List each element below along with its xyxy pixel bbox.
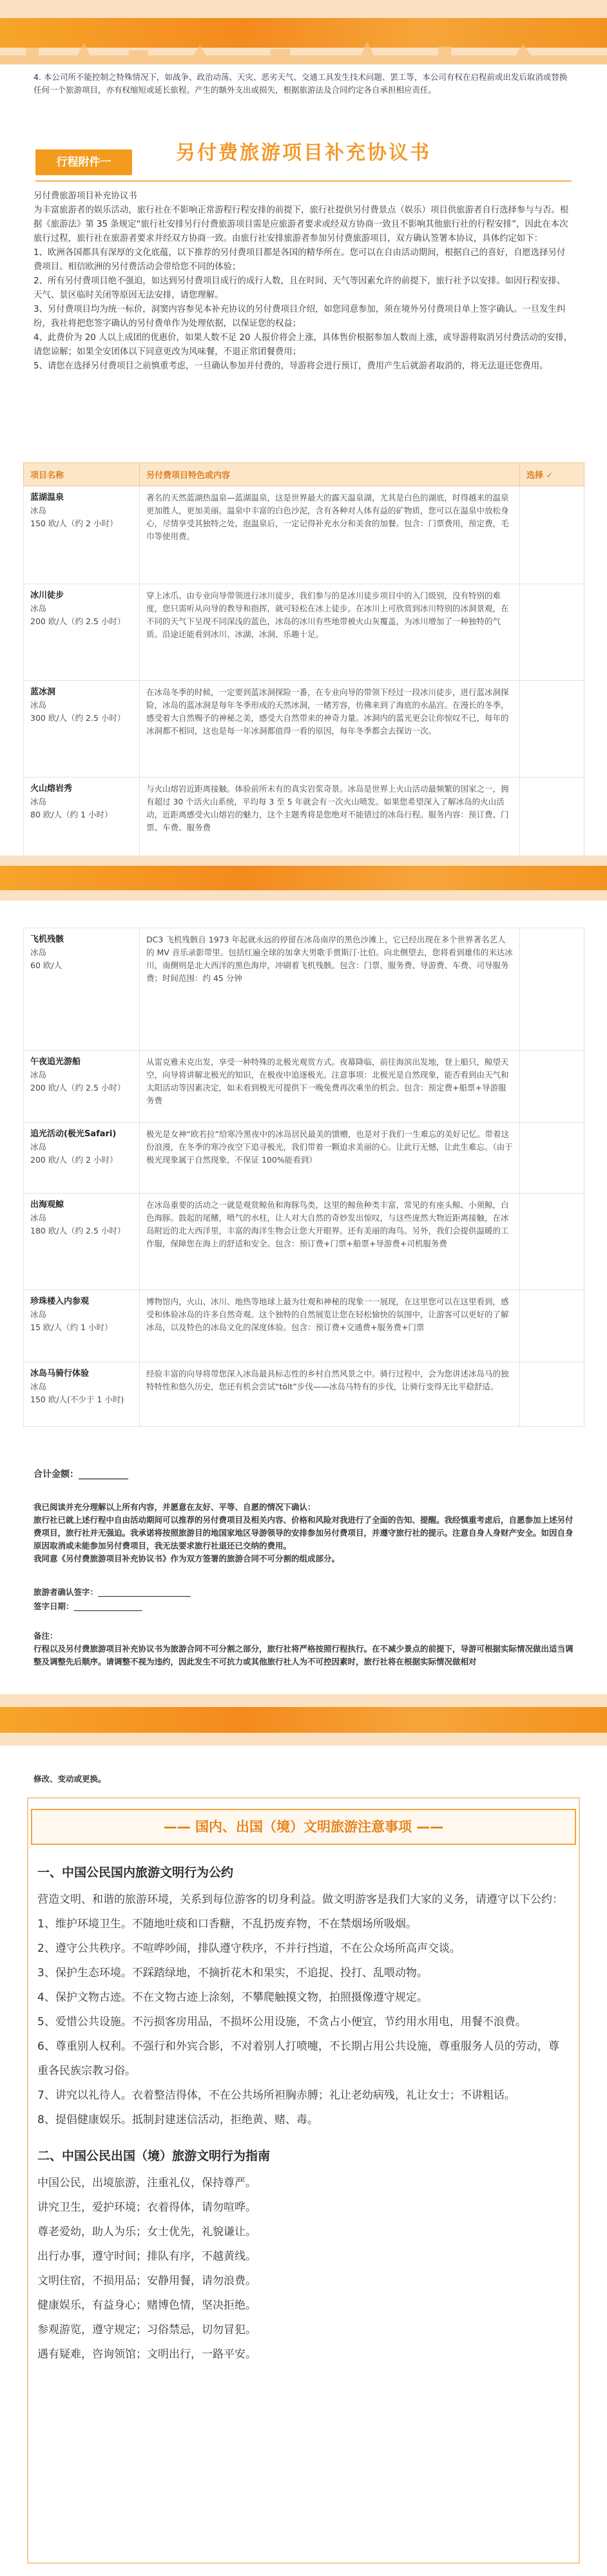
etiquette-line: 健康娱乐，有益身心；赌博色情，坚决拒绝。 — [37, 2299, 256, 2312]
item-desc: 从雷克雅未克出发，享受一种特殊的北极光观赏方式。夜幕降临，前往海滨出发地，登上船只，鲸望天空，向导将讲解北极光的知识，在极夜中追逐极光。注意事项：北极光是自然现象，能否看到由天气和太阳活动等因素决定，如未看到极光可提供下一晚免费再次乘坐的机会。包含：预定费+船票+导游服务费 — [140, 1051, 520, 1123]
intro-paragraph: 为丰富旅游者的娱乐活动，旅行社在不影响正常游程行程安排的前提下，旅行社提供另付费景点（娱乐）项目供旅游者自行选择参与与否。根据《旅游法》第 35 条规定“旅行社安排另行付费旅游项目需是应旅游者要求或经双方协商一致且不影响其他旅行社的行程安排”，因此在本次旅行过程，旅行社在旅游者要求并经双方协商一致。由旅行社安排旅游者参加另付费旅游项目，双方确认签署本协议，具体约定如下： — [34, 205, 569, 243]
etiquette-title-box — [31, 1809, 576, 1845]
notice-top: 4. 本公司所不能控制之特殊情况下，如战争、政治动荡、天灾、恶劣天气、交通工具发生技术问题、罢工等，本公司有权在启程前或出发后取消或替换任何一个旅游项目，亦有权缩短或延长旅程。产生的额外支出或损失，根据旅游法及合同约定各自承担相应责任。 — [34, 72, 568, 95]
declaration-block — [34, 1501, 573, 1565]
title-divider — [35, 180, 572, 182]
agreement-title: 另付费旅游项目补充协议书 — [176, 142, 431, 164]
declaration-line: 旅行社已就上述行程中自由活动期间可以推荐的另付费项目及相关内容、价格和风险对我进行了全面的告知、提醒。我经慎重考虑后，自愿参加上述另付费项目，旅行社并无强迫。我承诺将按照旅游目的地国家地区导游领导的安排参加另付费项目，并遵守旅行社的提示。注意自身人身财产安全。如因自身原因取消或未能参加另付费项目，我无法要求旅行社退还已交纳的费用。 — [34, 1515, 573, 1550]
etiquette-item: 4、保护文物古迹。不在文物古迹上涂刻，不攀爬触摸文物，拍照摄像遵守规定。 — [37, 1991, 428, 2004]
item-desc: 著名的天然蓝湖热温泉—蓝湖温泉，这是世界最大的露天温泉湖，尤其是白色的湖底，时得越来的温泉更加胜人，更加美丽。温泉中丰富的白色沙泥，含有各种对人体有益的矿物质，您可以在温泉中放松身心，尽情享受其独特之处，泡温泉后，一定记得补充水分和美食的加餐。包含：门票费用，预定费，毛巾等使用费。 — [140, 486, 520, 584]
etiquette-sec2-title: 二、中国公民出国（境）旅游文明行为指南 — [37, 2149, 271, 2163]
choice-cell[interactable] — [520, 584, 584, 681]
item-name: 火山熔岩秀 — [30, 784, 73, 794]
table-row — [24, 1051, 584, 1123]
item-place: 冰岛 — [30, 700, 47, 710]
item-price: 300 欧/人（约 2.5 小时） — [30, 713, 126, 723]
table-row — [24, 1362, 584, 1427]
etiquette-line: 出行办事，遵守时间；排队有序，不越黄线。 — [37, 2250, 256, 2263]
etiquette-line: 讲究卫生，爱护环境；衣着得体，请勿喧哗。 — [37, 2201, 256, 2214]
etiquette-item: 1、维护环境卫生。不随地吐痰和口香糖，不乱扔废弃物，不在禁烟场所吸烟。 — [37, 1918, 417, 1931]
etiquette-item: 5、爱惜公共设施。不污损客房用品，不损坏公用设施，不贪占小便宜，节约用水用电，用餐不浪费。 — [37, 2016, 526, 2028]
declaration-line: 我同意《另付费旅游项目补充协议书》作为双方签署的旅游合同不可分割的组成部分。 — [34, 1554, 340, 1563]
choice-cell[interactable] — [520, 928, 584, 1051]
table-row — [24, 681, 584, 778]
choice-cell[interactable] — [520, 1123, 584, 1194]
item-name: 冰岛马骑行体验 — [30, 1369, 90, 1379]
item-name: 追光活动(极光Safari) — [30, 1129, 117, 1139]
etiquette-line: 文明住宿，不损用品；安静用餐，请勿浪费。 — [37, 2275, 256, 2287]
intro-item-4: 4、此费价为 20 人以上成团的优惠价，如果人数不足 20 人报价将会上涨，具体售价根据参加人数而上涨，或导游将取消另付费活动的安排，请您谅解；如果全安团体以下同意更改为风味餐，不退正常团餐费用； — [34, 333, 573, 357]
item-desc: 穿上冰爪、由专业向导带领进行冰川徒步，我们参与的是冰川徒步项目中的入门级别，没有特别的难度，您只需听从向导的教导和指挥，就可轻松在冰上徒步。在冰川上可欣赏到冰川特别的冰洞景观，在不同的天气下呈现不同深浅的蓝色，冰岛的冰川有些地带被火山灰覆盖，为冰川增加了一种独特的气质。沿途还能看到冰川、冰湖、冰洞、乐趣十足。 — [140, 584, 520, 681]
middle-banner — [0, 855, 607, 901]
table-row — [24, 486, 584, 584]
table-row — [24, 1194, 584, 1290]
item-name: 珍珠楼入内参观 — [30, 1297, 90, 1306]
intro-item-5: 5、请您在选择另付费项目之前慎重考虑，一旦确认参加并付费的，导游将会进行预订，费用产生后就游者取消的，将无法退还您费用。 — [34, 361, 548, 371]
activity-table-b — [23, 928, 584, 1427]
item-name: 出海观鲸 — [30, 1200, 64, 1210]
item-name: 冰川徒步 — [30, 591, 64, 600]
item-price: 200 欧/人（约 2.5 小时） — [30, 616, 126, 626]
item-price: 200 欧/人（约 2 小时） — [30, 1155, 118, 1165]
item-place: 冰岛 — [30, 1142, 47, 1152]
item-desc: DC3 飞机残骸自 1973 年起就永远的停留在冰岛南岸的黑色沙滩上，它已经出现在多个世界著名艺人的 MV 音乐录影带里。包括红遍全球的加拿大男歌手贾斯汀·比伯。向北侧望去，您将看到雄伟的米达冰川，南侧则是北大西洋的黑色海岸，冲刷着飞机残骸。包含：门票、服务费、导游费、车费、司导服务费；时间范围：约 45 分钟 — [140, 928, 520, 1051]
traveler-signature[interactable]: 旅游者确认签字：_______________________ — [34, 1587, 191, 1597]
table-row — [24, 584, 584, 681]
intro-heading: 另付费旅游项目补充协议书 — [34, 191, 137, 201]
intro-item-3: 3、另付费项目均为统一标价，洞窦内容参见本补充协议的另付费项目介绍，如您同意参加，须在境外另付费项目单上签字确认。一旦发生纠纷，我社将把您签字确认的另付费单作为处理依据，以保证您的权益； — [34, 305, 566, 329]
item-desc: 经验丰富的向导将带您深入冰岛最具标志性的乡村自然风景之中。骑行过程中，会为您讲述冰岛马的独特特性和悠久历史，您还有机会尝试“tölt”步伐——冰岛马特有的步伐，让骑行变得无比平稳舒适。 — [140, 1362, 520, 1427]
etiquette-item: 7、讲究以礼待人。衣着整洁得体，不在公共场所袒胸赤膊；礼让老幼病残，礼让女士；不讲粗话。 — [37, 2089, 515, 2102]
intro-item-1: 1、欧洲各国都具有深厚的文化底蕴，以下推荐的另付费项目都是各国的精华所在。您可以在自由活动期间，根据自己的喜好，自愿选择另付费项目。相信欧洲的另付费活动会带给您不同的体验； — [34, 248, 566, 272]
remark-tail: 修改、变动或更换。 — [34, 1774, 106, 1784]
etiquette-sec1-title: 一、中国公民国内旅游文明行为公约 — [37, 1865, 234, 1880]
item-place: 冰岛 — [30, 604, 47, 613]
choice-cell[interactable] — [520, 778, 584, 860]
remark-text: 行程以及另付费旅游项目补充协议书为旅游合同不可分割之部分，旅行社将严格按照行程执行。在不减少景点的前提下，导游可根据实际情况做出适当调整及调整先后顺序。请调整不视为违约，因此发生不可抗力或其他旅行社人为不可控因素时，旅行社将在根据实际情况做相对 — [34, 1644, 573, 1666]
table-row — [24, 1290, 584, 1362]
etiquette-item: 2、遵守公共秩序。不喧哗吵闹，排队遵守秩序，不并行挡道，不在公众场所高声交谈。 — [37, 1942, 461, 1955]
item-price: 150 欧/人(不少于 1 小时) — [30, 1395, 124, 1404]
item-desc: 在冰岛冬季的时候，一定要到蓝冰洞探险一番，在专业向导的带领下经过一段冰川徒步，进行蓝冰洞探险，冰岛的蓝冰洞是每年冬季形成的天然冰洞，一睹芳容，仿佛来到了海底的水晶宫。在漫长的冬季，感受着大自然赐予的神秘之美，感受大自然带来的神奇力量。冰洞内的蓝光更会让你惊叹不已，每年的冰洞都不相同，这也是每一年冰洞都值得一看的原因，每年冬季都会去探访一次。 — [140, 681, 520, 778]
item-price: 200 欧/人（约 2.5 小时） — [30, 1083, 126, 1092]
etiquette-item: 3、保护生态环境。不踩踏绿地，不摘折花木和果实，不追捉、投打、乱喂动物。 — [37, 1967, 428, 1980]
signature-date[interactable]: 签字日期：_________________ — [34, 1601, 142, 1611]
activity-table-a — [23, 463, 584, 860]
choice-cell[interactable] — [520, 681, 584, 778]
item-name: 蓝冰洞 — [30, 687, 56, 697]
lower-banner — [0, 1694, 607, 1746]
item-place: 冰岛 — [30, 1070, 47, 1080]
table-row — [24, 778, 584, 860]
item-place: 冰岛 — [30, 948, 47, 957]
item-place: 冰岛 — [30, 1213, 47, 1223]
etiquette-sec1-intro: 营造文明、和谐的旅游环境，关系到每位游客的切身利益。做文明游客是我们大家的义务，请遵守以下公约： — [37, 1893, 563, 1906]
attachment-tag: 行程附件一 — [35, 149, 132, 175]
etiquette-line: 遇有疑难，咨询领馆；文明出行，一路平安。 — [37, 2348, 256, 2361]
top-banner — [0, 0, 607, 64]
item-price: 15 欧/人（约 1 小时） — [30, 1322, 113, 1332]
choice-cell[interactable] — [520, 486, 584, 584]
item-name: 飞机残骸 — [30, 935, 64, 944]
etiquette-item: 8、提倡健康娱乐。抵制封建迷信活动，拒绝黄、赌、毒。 — [37, 2113, 318, 2126]
total-amount[interactable]: 合计金额：___________ — [34, 1469, 128, 1480]
item-desc: 与火山熔岩近距离接触。体验前所未有的真实岩浆奇景。冰岛是世界上火山活动最频繁的国家之一，拥有超过 30 个活火山系统，平均每 3 至 5 年就会有一次火山喷发。如果您希望深入了解冰岛的火山活动，近距离感受火山熔岩的魅力，这个主题秀将是您绝对不能错过的冰岛行程。服务内容：预订费、门票、车费、服务费 — [140, 778, 520, 860]
choice-cell[interactable] — [520, 1362, 584, 1427]
table-row — [24, 928, 584, 1051]
item-price: 60 欧/人 — [30, 960, 63, 970]
item-desc: 极光是女神“欧若拉”给寒冷黑夜中的冰岛居民最美的馈赠，也是对于我们一生难忘的美好记忆。带着这份浪漫，在冬季的寒冷夜空下追寻极光，我们带着一颗追求美丽的心。让此行无憾，让此生难忘。（由于极光现象属于自然现象，不保证 100%能看到） — [140, 1123, 520, 1194]
table-row — [24, 1123, 584, 1194]
item-price: 150 欧/人（约 2 小时） — [30, 519, 118, 528]
etiquette-title: —— 国内、出国（境）文明旅游注意事项 —— — [163, 1819, 444, 1835]
intro-block — [34, 189, 573, 374]
declaration-line: 我已阅读并充分理解以上所有内容，并愿意在友好、平等、自愿的情况下确认： — [34, 1502, 316, 1512]
item-place: 冰岛 — [30, 1382, 47, 1391]
remark-title: 备注： — [34, 1631, 58, 1641]
etiquette-content — [37, 1855, 570, 2367]
etiquette-item: 6、尊重别人权利。不强行和外宾合影，不对着别人打喷嚏，不长期占用公共设施，尊重服务人员的劳动，尊重各民族宗教习俗。 — [37, 2040, 559, 2077]
city-skyline-icon — [0, 36, 607, 64]
choice-cell[interactable] — [520, 1194, 584, 1290]
item-name: 蓝湖温泉 — [30, 493, 64, 502]
item-place: 冰岛 — [30, 797, 47, 806]
item-desc: 在冰岛重要的活动之一就是观赏鲸鱼和海豚鸟类，这里的鲸鱼种类丰富，常见的有座头鲸、小须鲸，白色海豚。鼓起的尾鳍，喷气的水柱，让人对大自然的奇妙发出惊叹，与这些庞然大物近距离接触，在冰岛附近的北大西洋里，丰富的海洋生物会让您大开眼界。还有美丽的海鸟。另外，我们会提供温暖的工作服，保障您在海上的舒适和安全。包含：预订费+门票+船票+导游费+司机服务费 — [140, 1194, 520, 1290]
item-desc: 博物馆内，火山、冰川、地热等地球上最为壮观和神秘的现象一一展现，在这里您可以在这里看到，感受和体验冰岛的许多自然奇观。这个独特的自然展览让您在轻松愉快的氛围中，让游客可以更好的了解冰岛，以及特色的冰岛文化的深度体验。包含：预订费+交通费+服务费+门票 — [140, 1290, 520, 1362]
etiquette-line: 参观游览，遵守规定；习俗禁忌，切勿冒犯。 — [37, 2323, 256, 2336]
item-place: 冰岛 — [30, 506, 47, 515]
col-name-header: 项目名称 — [24, 463, 140, 486]
choice-cell[interactable] — [520, 1051, 584, 1123]
item-place: 冰岛 — [30, 1310, 47, 1319]
etiquette-line: 中国公民，出境旅游，注重礼仪，保持尊严。 — [37, 2177, 256, 2190]
intro-item-2: 2、所有另付费项目绝不强迫，如达到另付费项目成行的成行人数，且在时间、天气等因素允许的前提下，旅行社予以安排。如因行程安排、天气、景区临时关闭等原因无法安排，请您理解。 — [34, 276, 566, 300]
etiquette-line: 尊老爱幼，助人为乐；女士优先，礼貌谦让。 — [37, 2226, 256, 2238]
col-choice-header: 选择 ✓ — [520, 463, 584, 486]
item-price: 180 欧/人（约 2.5 小时） — [30, 1226, 126, 1236]
item-price: 80 欧/人（约 1 小时） — [30, 810, 113, 819]
item-name: 午夜追光游船 — [30, 1057, 81, 1067]
col-desc-header: 另付费项目特色或内容 — [140, 463, 520, 486]
choice-cell[interactable] — [520, 1290, 584, 1362]
